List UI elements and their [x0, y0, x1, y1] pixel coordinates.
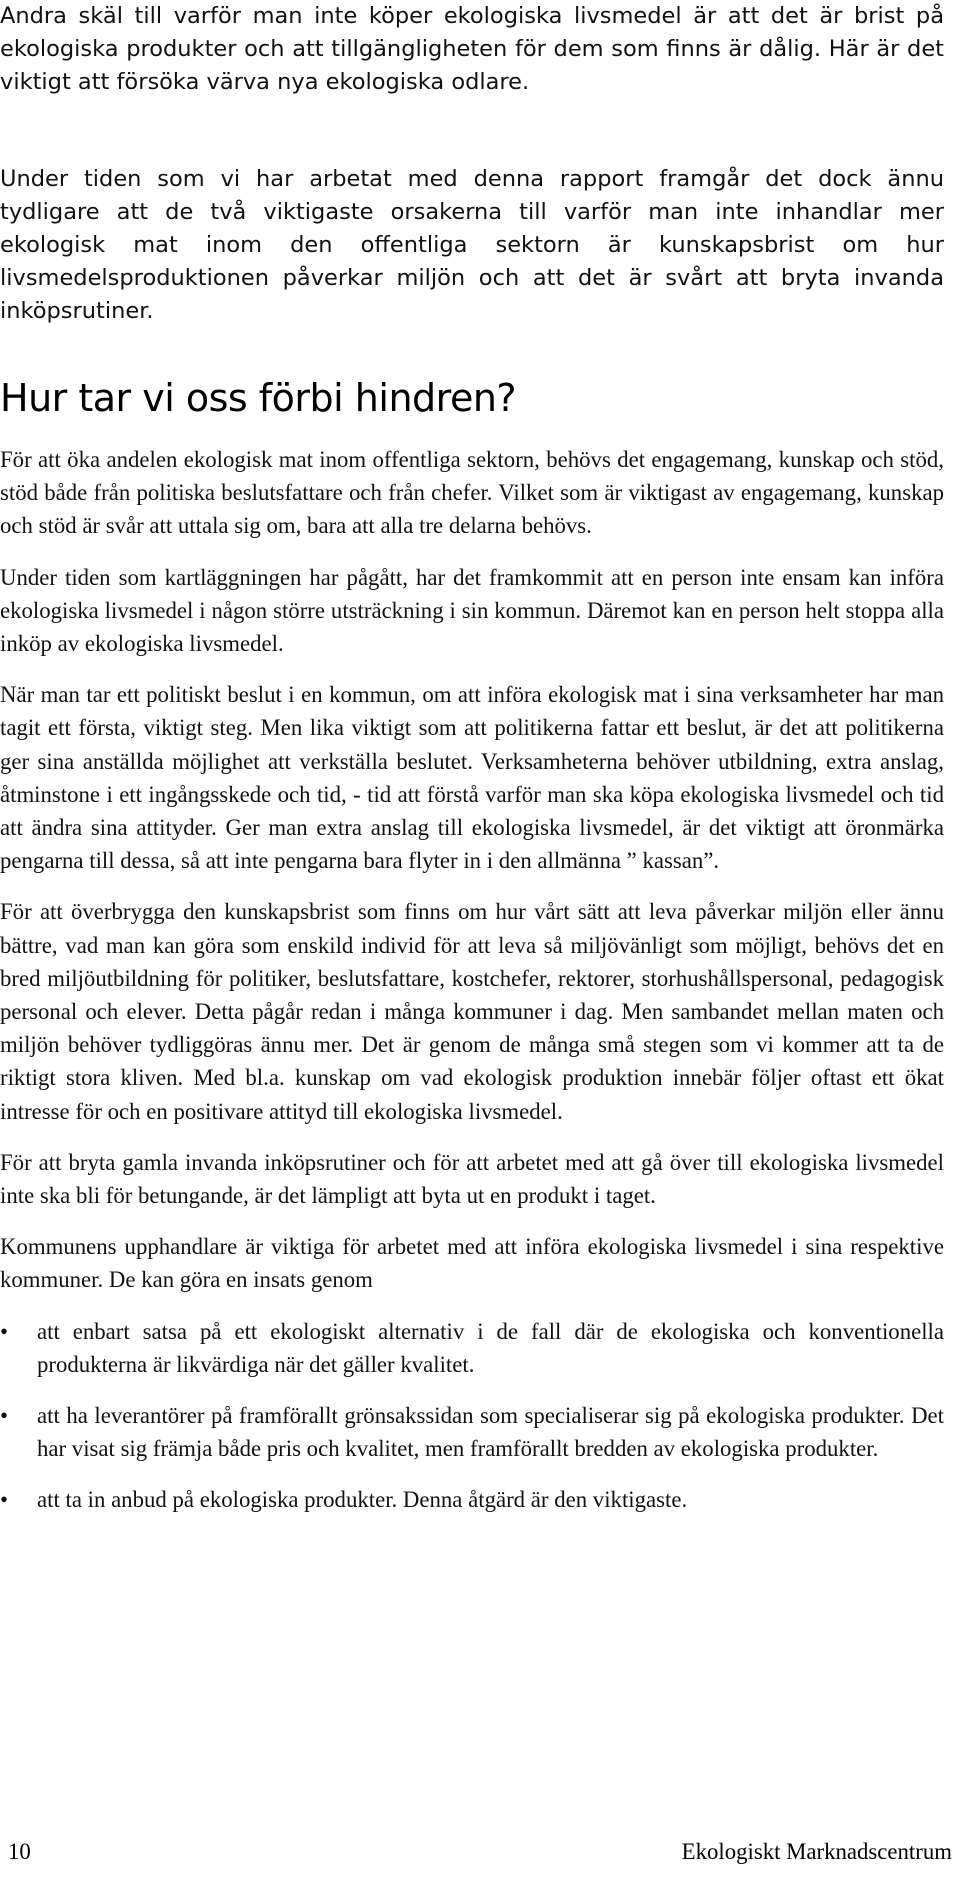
bullet-icon: •: [0, 1403, 8, 1429]
page-number: 10: [8, 1839, 31, 1864]
body-paragraph: Kommunens upphandlare är viktiga för arbetet med att införa ekologiska livsmedel i sina respektive kommuner. De kan göra en insats genom: [0, 1234, 944, 1293]
footer-organization: Ekologiskt Marknadscentrum: [681, 1839, 952, 1864]
report-findings-paragraph: Under tiden som vi har arbetat med denna rapport framgår det dock ännu tydligare att de två viktigaste orsakerna till varför man inte inhandlar mer ekologisk mat inom den offentliga sektorn är kunskapsbrist om hur livsmedelsproduktionen påverkar miljön och att det är svårt att bryta invanda inköpsrutiner.: [0, 166, 944, 324]
bullet-list: [0, 1315, 944, 1517]
intro-paragraph: Andra skäl till varför man inte köper ekologiska livsmedel är att det är brist på ekologiska produkter och att tillgängligheten för dem som finns är dålig. Här är det viktigt att försöka värva nya ekologiska odlare.: [0, 3, 944, 95]
section-body: [0, 443, 944, 1535]
body-paragraph: När man tar ett politiskt beslut i en kommun, om att införa ekologisk mat i sina verksamheter har man tagit ett första, viktigt steg. Men lika viktigt som att politikerna fattar ett beslut, är det att politikerna ger sina anställda möjlighet att verkställa beslutet. Verksamheterna behöver utbildning, extra anslag, åtminstone i ett ingångsskede och tid, - tid att förstå varför man ska köpa ekologiska livsmedel och tid att ändra sina attityder. Ger man extra anslag till ekologiska livsmedel, är det viktigt att öronmärka pengarna till dessa, så att inte pengarna bara flyter in i den allmänna ” kassan”.: [0, 682, 944, 874]
body-paragraph: För att bryta gamla invanda inköpsrutiner och för att arbetet med att gå över till ekologiska livsmedel inte ska bli för betungande, är det lämpligt att byta ut en produkt i taget.: [0, 1149, 944, 1209]
bullet-icon: •: [0, 1487, 8, 1513]
section-heading: Hur tar vi oss förbi hindren?: [0, 376, 517, 420]
body-paragraph: För att överbrygga den kunskapsbrist som finns om hur vårt sätt att leva påverkar miljön eller ännu bättre, vad man kan göra som enskild individ för att leva så miljövänligt som möjligt, behövs det en bred miljöutbildning för politiker, beslutsfattare, kostchefer, rektorer, storhushållspersonal, pedagogisk personal och elever. Detta pågår redan i många kommuner i dag. Men sambandet mellan maten och miljön behöver tydliggöras ännu mer. Det är genom de många små stegen som vi kommer att ta de riktigt stora kliven. Med bl.a. kunskap om vad ekologisk produktion innebär följer oftast ett ökat intresse för och en positivare attityd till ekologiska livsmedel.: [0, 899, 944, 1124]
bullet-text: att ta in anbud på ekologiska produkter. Denna åtgärd är den viktigaste.: [37, 1487, 688, 1513]
body-paragraph: Under tiden som kartläggningen har pågått, har det framkommit att en person inte ensam kan införa ekologiska livsmedel i någon större utsträckning i sin kommun. Däremot kan en person helt stoppa alla inköp av ekologiska livsmedel.: [0, 564, 944, 657]
bullet-text: att ha leverantörer på framförallt grönsakssidan som specialiserar sig på ekologiska produkter. Det har visat sig främja både pris och kvalitet, men framförallt bredden av ekologiska produkter.: [37, 1403, 944, 1462]
bullet-text: att enbart satsa på ett ekologiskt alternativ i de fall där de ekologiska och konventionella produkterna är likvärdiga när det gäller kvalitet.: [37, 1318, 944, 1377]
bullet-item: [0, 1315, 944, 1381]
bullet-icon: •: [0, 1318, 8, 1344]
bullet-item: [0, 1483, 944, 1516]
body-paragraph: För att öka andelen ekologisk mat inom offentliga sektorn, behövs det engagemang, kunskap och stöd, stöd både från politiska beslutsfattare och från chefer. Vilket som är viktigast av engagemang, kunskap och stöd är svår att uttala sig om, bara att alla tre delarna behövs.: [0, 447, 944, 539]
bullet-item: [0, 1399, 944, 1465]
